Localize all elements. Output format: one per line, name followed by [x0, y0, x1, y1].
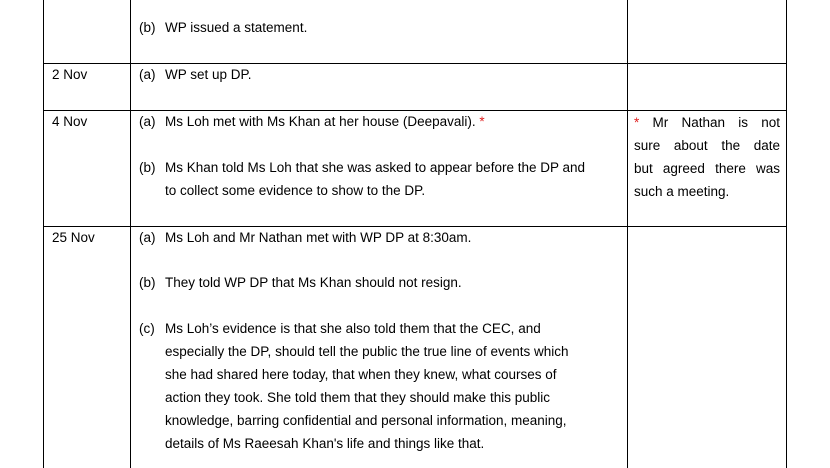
date-cell: 2 Nov	[52, 67, 88, 82]
item-text: knowledge, barring confidential and personal information, meaning,	[165, 413, 567, 428]
item-text: especially the DP, should tell the public the true line of events which	[165, 344, 569, 359]
remarks-line: but agreed there was	[634, 161, 780, 176]
asterisk-marker: *	[479, 114, 485, 129]
item-text: Ms Loh and Mr Nathan met with WP DP at 8:30am.	[165, 230, 472, 245]
row-divider	[43, 226, 787, 227]
item-marker: (b)	[139, 20, 156, 35]
row-divider	[43, 63, 787, 64]
remarks-cell	[634, 111, 780, 203]
item-text: to collect some evidence to show to the DP.	[165, 183, 426, 198]
item-marker: (a)	[139, 230, 156, 245]
item-text: details of Ms Raeesah Khan's life and things like that.	[165, 436, 485, 451]
item-text-line: Ms Loh met with Ms Khan at her house (Deepavali).	[165, 114, 476, 129]
item-marker: (a)	[139, 114, 156, 129]
table-border-note-col	[627, 0, 628, 468]
item-marker: (c)	[139, 321, 155, 336]
item-text: WP set up DP.	[165, 67, 252, 82]
table-border-date-col	[130, 0, 131, 468]
item-text: Ms Khan told Ms Loh that she was asked to appear before the DP and	[165, 160, 586, 175]
item-marker: (b)	[139, 160, 156, 175]
table-border-right	[786, 0, 787, 468]
item-marker: (b)	[139, 275, 156, 290]
remarks-line: such a meeting.	[634, 184, 730, 199]
item-text	[165, 113, 485, 131]
item-text: They told WP DP that Ms Khan should not resign.	[165, 275, 462, 290]
item-text: Ms Loh’s evidence is that she also told them that the CEC, and	[165, 321, 541, 336]
date-cell: 4 Nov	[52, 114, 88, 129]
remarks-line: * Mr Nathan is not	[634, 115, 780, 130]
item-text: WP issued a statement.	[165, 20, 308, 35]
remarks-line: sure about the date	[634, 138, 780, 153]
item-marker: (a)	[139, 67, 156, 82]
item-text: action they took. She told them that they should make this public	[165, 390, 550, 405]
asterisk-marker: *	[634, 115, 640, 130]
table-border-left	[43, 0, 44, 468]
item-text: she had shared here today, that when they knew, what courses of	[165, 367, 557, 382]
date-cell: 25 Nov	[52, 230, 95, 245]
